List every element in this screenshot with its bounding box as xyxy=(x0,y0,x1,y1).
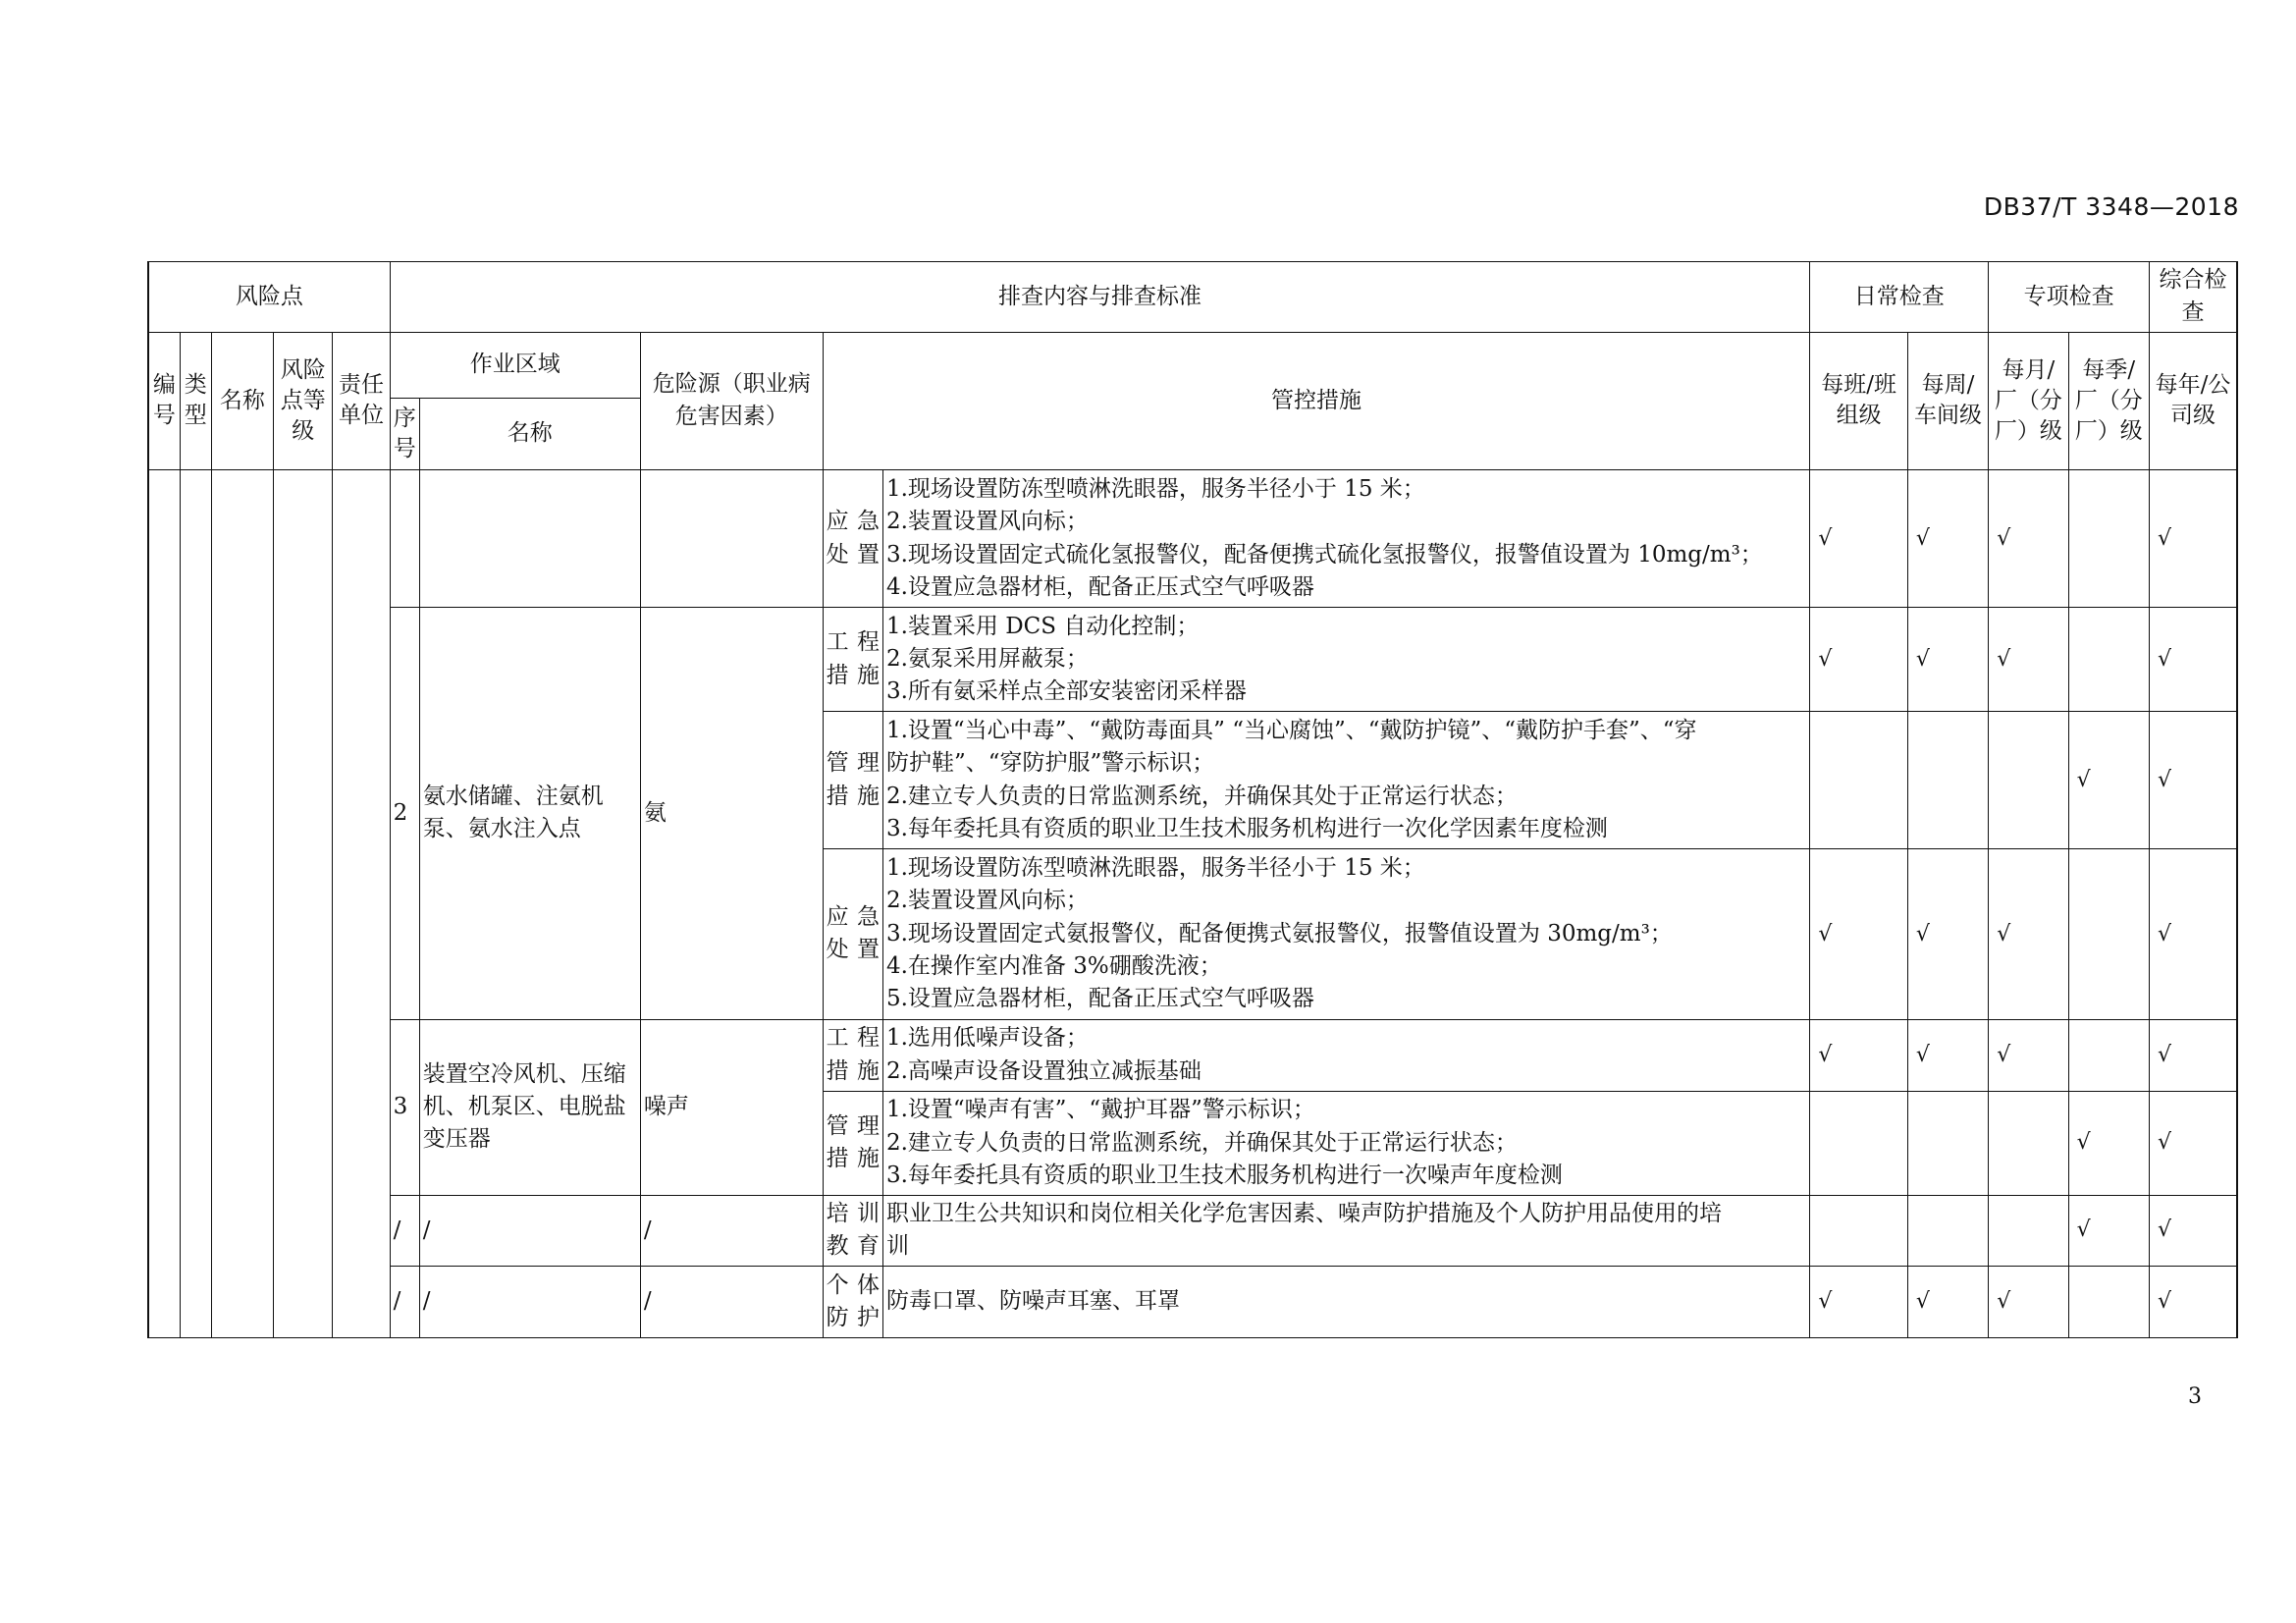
check-per-month: √ xyxy=(1989,1266,2068,1337)
check-per-shift: √ xyxy=(1810,469,1907,607)
measure-list xyxy=(882,712,1809,849)
table-row xyxy=(148,1019,2237,1091)
check-per-quarter xyxy=(2068,469,2149,607)
header-row-sub1 xyxy=(148,332,2237,398)
check-per-month: √ xyxy=(1989,849,2068,1019)
measure-category: 管理措施 xyxy=(823,712,882,849)
check-per-quarter: √ xyxy=(2068,712,2149,849)
col-type-cell xyxy=(180,469,211,1337)
check-per-year: √ xyxy=(2149,1195,2237,1266)
check-per-week: √ xyxy=(1907,469,1988,607)
measure-list xyxy=(882,1266,1809,1337)
measure-category: 个体防护 xyxy=(823,1266,882,1337)
hazard-cell: 噪声 xyxy=(640,1019,823,1195)
measure-list xyxy=(882,469,1809,607)
measure-item: 1.设置“当心中毒”、“戴防毒面具” “当心腐蚀”、“戴防护镜”、“戴防护手套”、“穿 xyxy=(885,718,1697,744)
check-per-shift: √ xyxy=(1810,608,1907,712)
page-number: 3 xyxy=(2188,1384,2202,1409)
check-per-quarter xyxy=(2068,608,2149,712)
check-per-week xyxy=(1907,712,1988,849)
measure-item: 训 xyxy=(885,1233,909,1260)
measure-item: 2.装置设置风向标； xyxy=(885,888,1089,914)
check-per-quarter: √ xyxy=(2068,1195,2149,1266)
measure-item: 3.每年委托具有资质的职业卫生技术服务机构进行一次化学因素年度检测 xyxy=(885,816,1608,842)
table-row xyxy=(148,608,2237,712)
table-row xyxy=(148,1195,2237,1266)
check-per-year: √ xyxy=(2149,849,2237,1019)
hazard-cell xyxy=(640,469,823,607)
seq-cell: / xyxy=(390,1195,419,1266)
measure-category: 工程措施 xyxy=(823,608,882,712)
measure-item: 1.现场设置防冻型喷淋洗眼器，服务半径小于 15 米； xyxy=(885,475,1425,502)
seq-cell: / xyxy=(390,1266,419,1337)
table-row xyxy=(148,469,2237,607)
check-per-quarter xyxy=(2068,1266,2149,1337)
check-per-week: √ xyxy=(1907,1019,1988,1091)
header-per-week: 每周/车间级 xyxy=(1907,332,1988,469)
check-per-week xyxy=(1907,1195,1988,1266)
area-cell xyxy=(419,469,640,607)
measure-item: 4.设置应急器材柜，配备正压式空气呼吸器 xyxy=(885,573,1314,600)
check-per-week: √ xyxy=(1907,1266,1988,1337)
measure-item: 3.现场设置固定式氨报警仪，配备便携式氨报警仪，报警值设置为 30mg/m³； xyxy=(885,920,1673,947)
area-cell: 氨水储罐、注氨机泵、氨水注入点 xyxy=(419,608,640,1019)
measure-item: 3.所有氨采样点全部安装密闭采样器 xyxy=(885,678,1247,705)
measure-list xyxy=(882,1195,1809,1266)
measure-category: 应急处置 xyxy=(823,469,882,607)
col-responsible-unit-cell xyxy=(333,469,390,1337)
check-per-shift: √ xyxy=(1810,1266,1907,1337)
measure-item: 1.选用低噪声设备； xyxy=(885,1025,1089,1052)
measure-item: 1.装置采用 DCS 自动化控制； xyxy=(885,613,1200,639)
check-per-week: √ xyxy=(1907,849,1988,1019)
check-per-year: √ xyxy=(2149,1091,2237,1195)
header-daily-check: 日常检查 xyxy=(1810,262,1989,333)
table-row xyxy=(148,1266,2237,1337)
area-cell: 装置空冷风机、压缩机、机泵区、电脱盐变压器 xyxy=(419,1019,640,1195)
header-seq: 序号 xyxy=(390,398,419,469)
check-per-shift xyxy=(1810,1195,1907,1266)
check-per-shift xyxy=(1810,712,1907,849)
check-per-quarter xyxy=(2068,1019,2149,1091)
header-responsible-unit: 责任单位 xyxy=(333,332,390,469)
header-number: 编号 xyxy=(148,332,180,469)
check-per-quarter: √ xyxy=(2068,1091,2149,1195)
check-per-shift: √ xyxy=(1810,849,1907,1019)
hazard-cell: / xyxy=(640,1266,823,1337)
check-per-year: √ xyxy=(2149,1266,2237,1337)
check-per-year: √ xyxy=(2149,712,2237,849)
check-per-week xyxy=(1907,1091,1988,1195)
hazard-cell: 氨 xyxy=(640,608,823,1019)
check-per-year: √ xyxy=(2149,608,2237,712)
col-risk-level-cell xyxy=(274,469,333,1337)
check-per-month: √ xyxy=(1989,608,2068,712)
header-control-measures: 管控措施 xyxy=(823,332,1810,469)
header-per-quarter: 每季/厂（分厂）级 xyxy=(2068,332,2149,469)
check-per-month xyxy=(1989,712,2068,849)
measure-item: 3.每年委托具有资质的职业卫生技术服务机构进行一次噪声年度检测 xyxy=(885,1162,1563,1188)
header-area-name: 名称 xyxy=(419,398,640,469)
measure-item: 2.装置设置风向标； xyxy=(885,509,1089,535)
check-per-shift xyxy=(1810,1091,1907,1195)
check-per-month xyxy=(1989,1091,2068,1195)
header-risk-point: 风险点 xyxy=(148,262,390,333)
check-per-month: √ xyxy=(1989,469,2068,607)
measure-list xyxy=(882,1019,1809,1091)
measure-item: 防毒口罩、防噪声耳塞、耳罩 xyxy=(885,1288,1180,1315)
measure-item: 2.高噪声设备设置独立减振基础 xyxy=(885,1057,1201,1084)
col-number-cell xyxy=(148,469,180,1337)
check-per-year: √ xyxy=(2149,469,2237,607)
header-work-area: 作业区域 xyxy=(390,332,640,398)
area-cell: / xyxy=(419,1195,640,1266)
measure-item: 2.建立专人负责的日常监测系统，并确保其处于正常运行状态； xyxy=(885,1129,1518,1156)
measure-item: 1.设置“噪声有害”、“戴护耳器”警示标识； xyxy=(885,1097,1315,1123)
measure-category: 管理措施 xyxy=(823,1091,882,1195)
seq-cell: 3 xyxy=(390,1019,419,1195)
check-per-quarter xyxy=(2068,849,2149,1019)
header-name: 名称 xyxy=(211,332,273,469)
check-per-week: √ xyxy=(1907,608,1988,712)
measure-item: 2.氨泵采用屏蔽泵； xyxy=(885,645,1089,672)
header-special-check: 专项检查 xyxy=(1989,262,2150,333)
seq-cell: 2 xyxy=(390,608,419,1019)
standard-code: DB37/T 3348—2018 xyxy=(1983,192,2239,221)
measure-list xyxy=(882,1091,1809,1195)
header-per-year: 每年/公司级 xyxy=(2149,332,2237,469)
header-comprehensive-check: 综合检查 xyxy=(2149,262,2237,333)
check-per-shift: √ xyxy=(1810,1019,1907,1091)
header-per-month: 每月/厂（分厂）级 xyxy=(1989,332,2068,469)
hazard-cell: / xyxy=(640,1195,823,1266)
header-row-top xyxy=(148,262,2237,333)
measure-item: 防护鞋”、“穿防护服”警示标识； xyxy=(885,750,1215,777)
measure-item: 1.现场设置防冻型喷淋洗眼器，服务半径小于 15 米； xyxy=(885,855,1425,882)
header-hazard: 危险源（职业病危害因素） xyxy=(640,332,823,469)
measure-list xyxy=(882,849,1809,1019)
measure-category: 应急处置 xyxy=(823,849,882,1019)
header-risk-level: 风险点等级 xyxy=(274,332,333,469)
header-inspection-content: 排查内容与排查标准 xyxy=(390,262,1810,333)
header-type: 类型 xyxy=(180,332,211,469)
measure-category: 培训教育 xyxy=(823,1195,882,1266)
area-cell: / xyxy=(419,1266,640,1337)
measure-item: 职业卫生公共知识和岗位相关化学危害因素、噪声防护措施及个人防护用品使用的培 xyxy=(885,1200,1722,1226)
measure-item: 5.设置应急器材柜，配备正压式空气呼吸器 xyxy=(885,986,1314,1012)
header-per-shift: 每班/班组级 xyxy=(1810,332,1907,469)
check-per-year: √ xyxy=(2149,1019,2237,1091)
check-per-month: √ xyxy=(1989,1019,2068,1091)
measure-list xyxy=(882,608,1809,712)
measure-category: 工程措施 xyxy=(823,1019,882,1091)
measure-item: 4.在操作室内准备 3%硼酸洗液； xyxy=(885,953,1222,980)
check-per-month xyxy=(1989,1195,2068,1266)
measure-item: 2.建立专人负责的日常监测系统，并确保其处于正常运行状态； xyxy=(885,783,1518,809)
seq-cell xyxy=(390,469,419,607)
measure-item: 3.现场设置固定式硫化氢报警仪，配备便携式硫化氢报警仪，报警值设置为 10mg/m³； xyxy=(885,541,1763,568)
inspection-table xyxy=(147,261,2238,1338)
col-name-cell xyxy=(211,469,273,1337)
